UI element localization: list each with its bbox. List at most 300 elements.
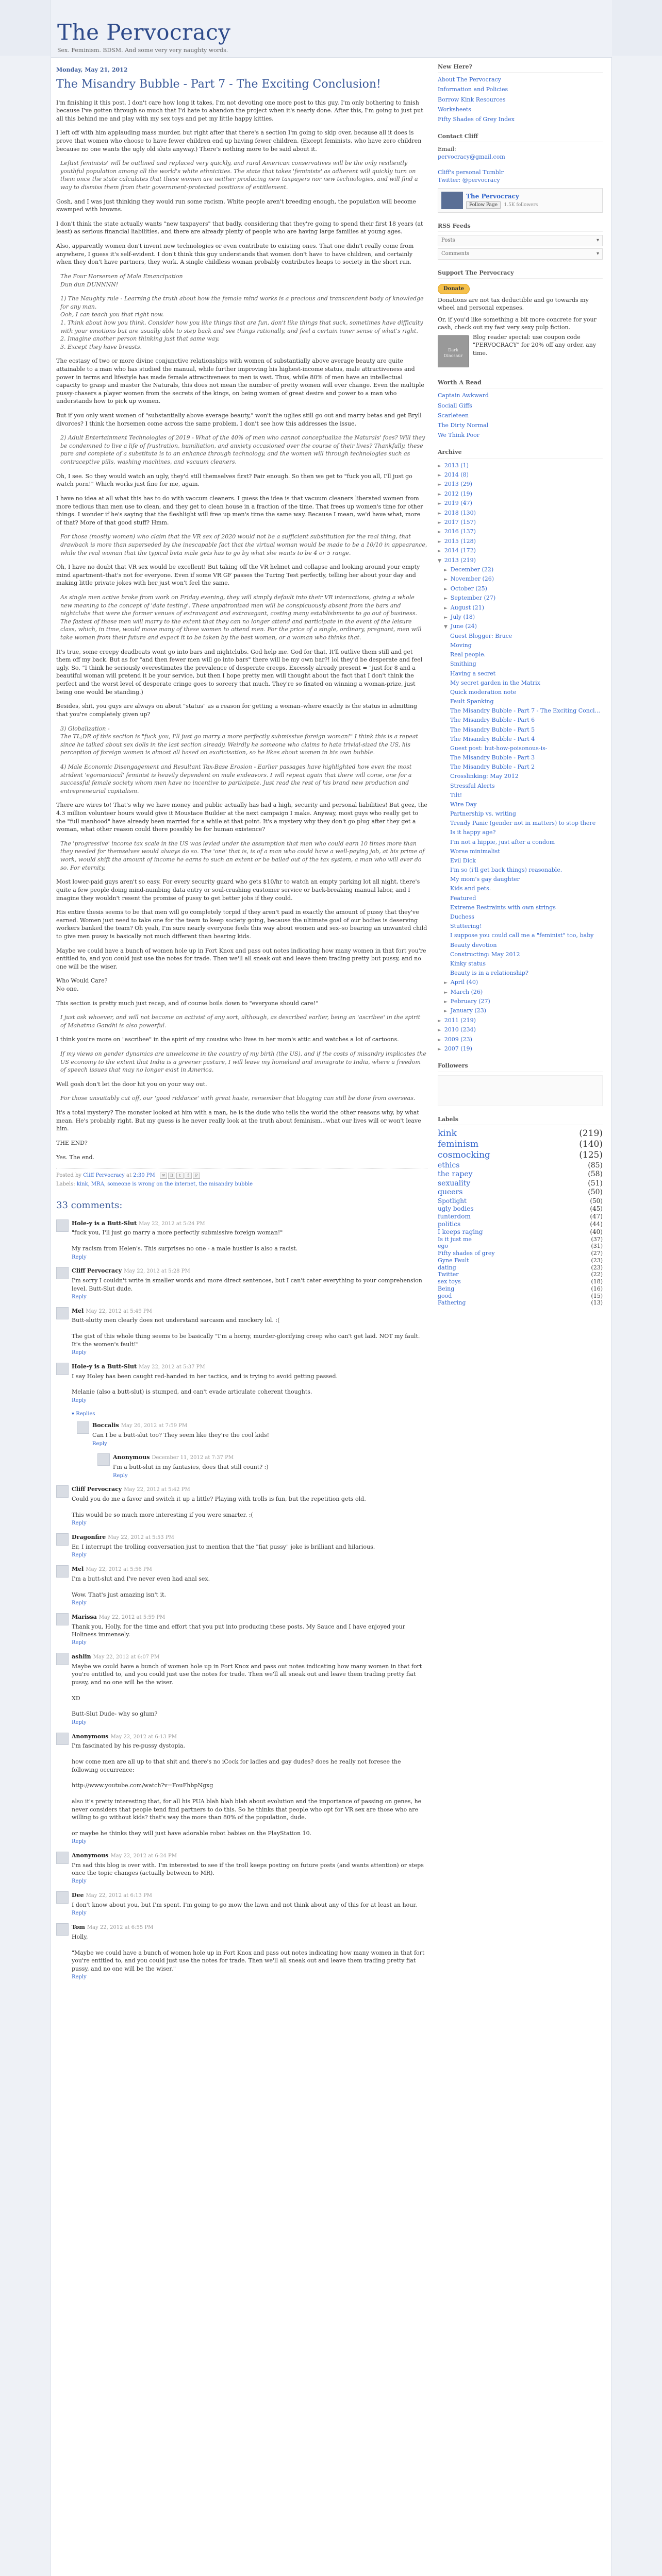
archive-item[interactable]	[438, 960, 603, 968]
archive-link[interactable]: Featured	[450, 894, 476, 902]
sidebar-contact	[438, 132, 603, 213]
comment-author[interactable]: Tom	[72, 1924, 85, 1931]
archive-item[interactable]	[438, 575, 603, 583]
archive-item[interactable]	[438, 594, 603, 602]
comment-reply-link[interactable]: Reply	[72, 1878, 87, 1885]
worth-a-read-item[interactable]	[438, 392, 603, 399]
label-item[interactable]	[438, 1128, 603, 1139]
label-link[interactable]: good	[438, 1292, 452, 1299]
archive-item[interactable]	[438, 604, 603, 612]
expand-toggle-icon[interactable]: ►	[444, 605, 449, 611]
archive-item[interactable]	[438, 660, 603, 668]
commenter-avatar[interactable]	[56, 1613, 69, 1625]
book-cover-image[interactable]	[438, 335, 469, 367]
archive-item[interactable]	[438, 894, 603, 902]
label-item[interactable]	[438, 1264, 603, 1272]
comment-author[interactable]: Marissa	[72, 1613, 97, 1620]
comment-author[interactable]: Cliff Pervocracy	[72, 1267, 122, 1275]
label-item[interactable]	[438, 1271, 603, 1278]
comment-reply-link[interactable]: Reply	[72, 1600, 87, 1606]
label-link[interactable]: politics	[438, 1220, 461, 1228]
comment-author[interactable]: Mel	[72, 1307, 84, 1314]
sidebar-page-item-link[interactable]: Worksheets	[438, 106, 471, 113]
rss-comments-row[interactable]	[438, 248, 603, 260]
worth-a-read-item[interactable]	[438, 402, 603, 410]
archive-link[interactable]: 2012 (19)	[444, 490, 472, 497]
archive-link[interactable]: The Misandry Bubble - Part 6	[450, 717, 535, 724]
archive-link[interactable]: Stuttering!	[450, 923, 482, 930]
expand-toggle-icon[interactable]: ►	[438, 1028, 443, 1033]
archive-link[interactable]: December (22)	[450, 566, 494, 573]
archive-link[interactable]: The Misandry Bubble - Part 5	[450, 726, 535, 733]
comment-date[interactable]: May 26, 2012 at 7:59 PM	[121, 1423, 188, 1429]
archive-link[interactable]: August (21)	[450, 604, 485, 611]
commenter-avatar[interactable]	[56, 1533, 69, 1546]
archive-link[interactable]: Stressful Alerts	[450, 782, 495, 789]
archive-link[interactable]: 2015 (128)	[444, 537, 476, 545]
archive-item[interactable]	[438, 566, 603, 573]
worth-a-read-item[interactable]	[438, 412, 603, 419]
comment-author[interactable]: Anonymous	[72, 1733, 109, 1740]
archive-link[interactable]: I suppose you could call me a "feminist" too, baby	[450, 932, 594, 939]
comment-reply-link[interactable]: Reply	[72, 1640, 87, 1646]
label-item[interactable]	[438, 1293, 603, 1300]
archive-link[interactable]: The Misandry Bubble - Part 2	[450, 764, 535, 771]
archive-link[interactable]: April (40)	[450, 979, 478, 986]
expand-toggle-icon[interactable]: ►	[438, 492, 443, 497]
label-link[interactable]: funterdom	[438, 1212, 471, 1220]
sidebar-page-item-link[interactable]: Fifty Shades of Grey Index	[438, 115, 515, 123]
archive-item[interactable]	[438, 613, 603, 621]
sidebar-page-item[interactable]	[438, 115, 603, 123]
comment-date[interactable]: May 22, 2012 at 6:24 PM	[110, 1853, 177, 1859]
archive-item[interactable]	[438, 997, 603, 1005]
replies-toggle[interactable]: ▾ Replies	[72, 1411, 95, 1417]
archive-link[interactable]: The Misandry Bubble - Part 3	[450, 754, 535, 761]
label-item[interactable]	[438, 1188, 603, 1197]
archive-link[interactable]: I'm not a hippie, just after a condom	[450, 838, 555, 845]
expand-toggle-icon[interactable]: ▼	[438, 558, 443, 564]
worth-a-read-item[interactable]	[438, 421, 603, 429]
archive-link[interactable]: My secret garden in the Matrix	[450, 679, 540, 686]
commenter-avatar[interactable]	[56, 1852, 69, 1864]
comment-date[interactable]: May 22, 2012 at 5:53 PM	[108, 1535, 174, 1541]
archive-link[interactable]: Partnership vs. writing	[450, 810, 516, 818]
follow-page-name[interactable]: The Pervocracy	[466, 192, 519, 200]
archive-link[interactable]: Having a secret	[450, 670, 496, 677]
comment-author[interactable]: Mel	[72, 1566, 84, 1573]
label-item[interactable]	[438, 1243, 603, 1250]
label-item[interactable]	[438, 1299, 603, 1307]
sidebar-page-item[interactable]	[438, 86, 603, 93]
label-link[interactable]: ugly bodies	[438, 1205, 474, 1212]
worth-a-read-item-link[interactable]: We Think Poor	[438, 432, 480, 439]
archive-link[interactable]: Quick moderation note	[450, 688, 517, 696]
archive-link[interactable]: February (27)	[450, 998, 490, 1005]
expand-toggle-icon[interactable]: ►	[438, 1047, 443, 1053]
comment-reply-link[interactable]: Reply	[72, 1520, 87, 1527]
archive-item[interactable]	[438, 810, 603, 818]
archive-item[interactable]	[438, 922, 603, 930]
post-author-link[interactable]: Cliff Pervocracy	[83, 1173, 125, 1179]
followers-widget[interactable]	[438, 1075, 603, 1106]
comment-date[interactable]: May 22, 2012 at 6:13 PM	[110, 1734, 177, 1740]
archive-link[interactable]: October (25)	[450, 585, 487, 592]
label-link[interactable]: Fifty shades of grey	[438, 1250, 495, 1257]
worth-a-read-item-link[interactable]: Sociall Giffs	[438, 402, 472, 409]
archive-link[interactable]: Trendy Panic (gender not in matters) to stop there	[450, 820, 596, 827]
commenter-avatar[interactable]	[56, 1733, 69, 1745]
archive-link[interactable]: January (23)	[450, 1007, 487, 1014]
comment-date[interactable]: December 11, 2012 at 7:37 PM	[152, 1455, 234, 1461]
archive-item[interactable]	[438, 763, 603, 771]
post-title[interactable]: The Misandry Bubble - Part 7 - The Exciting Conclusion!	[56, 78, 381, 91]
expand-toggle-icon[interactable]: ►	[444, 586, 449, 592]
archive-link[interactable]: 2007 (19)	[444, 1045, 472, 1053]
expand-toggle-icon[interactable]: ►	[444, 980, 449, 986]
comment-author[interactable]: Anonymous	[72, 1852, 109, 1859]
comment-author[interactable]: ashlin	[72, 1653, 91, 1660]
commenter-avatar[interactable]	[56, 1219, 69, 1232]
archive-link[interactable]: March (26)	[450, 988, 483, 995]
label-item[interactable]	[438, 1161, 603, 1171]
expand-toggle-icon[interactable]: ►	[444, 1009, 449, 1014]
expand-toggle-icon[interactable]: ►	[444, 596, 449, 602]
archive-item[interactable]	[438, 688, 603, 696]
commenter-avatar[interactable]	[56, 1307, 69, 1319]
archive-item[interactable]	[438, 744, 603, 752]
archive-item[interactable]	[438, 726, 603, 734]
archive-link[interactable]: Evil Dick	[450, 857, 476, 864]
commenter-avatar[interactable]	[56, 1485, 69, 1498]
label-link[interactable]: queers	[438, 1188, 463, 1197]
archive-item[interactable]	[438, 782, 603, 790]
label-item[interactable]	[438, 1213, 603, 1221]
archive-link[interactable]: Fault Spanking	[450, 698, 494, 705]
sidebar-page-item[interactable]	[438, 96, 603, 104]
archive-link[interactable]: Beauty is in a relationship?	[450, 970, 528, 977]
archive-item[interactable]	[438, 547, 603, 554]
expand-toggle-icon[interactable]: ►	[438, 1037, 443, 1043]
label-link[interactable]: Twitter	[438, 1271, 459, 1278]
contact-line[interactable]: pervocracy@gmail.com	[438, 154, 505, 161]
archive-link[interactable]: Duchess	[450, 913, 474, 920]
archive-item[interactable]	[438, 641, 603, 649]
archive-item[interactable]	[438, 838, 603, 846]
archive-link[interactable]: Extreme Restraints with own strings	[450, 904, 556, 911]
archive-link[interactable]: Real people.	[450, 651, 486, 658]
comment-date[interactable]: May 22, 2012 at 6:55 PM	[87, 1925, 154, 1931]
label-link[interactable]: Is it just me	[438, 1235, 472, 1243]
archive-item[interactable]	[438, 772, 603, 780]
donate-button[interactable]: Donate	[438, 284, 470, 294]
archive-item[interactable]	[438, 848, 603, 855]
archive-link[interactable]: Is it happy age?	[450, 829, 496, 836]
comment-author[interactable]: Hole-y is a Butt-Slut	[72, 1363, 137, 1370]
archive-link[interactable]: I'm so (i'll get back things) reasonable.	[450, 867, 562, 874]
archive-item[interactable]	[438, 698, 603, 705]
archive-item[interactable]	[438, 969, 603, 977]
archive-item[interactable]	[438, 679, 603, 687]
expand-toggle-icon[interactable]: ►	[444, 577, 449, 583]
label-item[interactable]	[438, 1197, 603, 1205]
archive-link[interactable]: 2009 (23)	[444, 1036, 472, 1043]
expand-toggle-icon[interactable]: ►	[438, 520, 443, 526]
label-link[interactable]: kink	[438, 1128, 457, 1139]
archive-item[interactable]	[438, 471, 603, 479]
label-item[interactable]	[438, 1278, 603, 1285]
expand-toggle-icon[interactable]: ►	[444, 615, 449, 621]
archive-item[interactable]	[438, 941, 603, 949]
blog-title[interactable]: The Pervocracy	[57, 20, 231, 45]
commenter-avatar[interactable]	[56, 1891, 69, 1904]
label-item[interactable]	[438, 1228, 603, 1236]
archive-item[interactable]	[438, 754, 603, 761]
archive-link[interactable]: July (18)	[450, 614, 475, 621]
sidebar-page-item-link[interactable]: Borrow Kink Resources	[438, 96, 506, 103]
contact-line[interactable]: Twitter: @pervocracy	[438, 176, 500, 183]
archive-item[interactable]	[438, 462, 603, 469]
archive-link[interactable]: 2017 (157)	[444, 518, 476, 526]
archive-link[interactable]: September (27)	[450, 595, 496, 602]
archive-link[interactable]: Moving	[450, 642, 472, 649]
archive-link[interactable]: 2019 (47)	[444, 500, 472, 507]
comment-date[interactable]: May 22, 2012 at 6:13 PM	[86, 1893, 153, 1899]
label-item[interactable]	[438, 1257, 603, 1264]
label-link[interactable]: feminism	[438, 1139, 479, 1150]
archive-link[interactable]: 2013 (219)	[444, 556, 476, 564]
archive-link[interactable]: Worse minimalist	[450, 848, 500, 855]
label-link[interactable]: sex toys	[438, 1278, 461, 1285]
commenter-avatar[interactable]	[56, 1267, 69, 1279]
comment-date[interactable]: May 22, 2012 at 5:24 PM	[139, 1221, 205, 1227]
comment-reply-link[interactable]: Reply	[92, 1440, 107, 1447]
archive-item[interactable]	[438, 1007, 603, 1014]
label-link[interactable]: dating	[438, 1264, 456, 1271]
sidebar-page-item-link[interactable]: Information and Policies	[438, 86, 508, 93]
label-link[interactable]: ego	[438, 1243, 449, 1250]
expand-toggle-icon[interactable]: ►	[444, 990, 449, 995]
contact-line[interactable]: Cliff's personal Tumblr	[438, 168, 504, 176]
archive-item[interactable]	[438, 490, 603, 498]
archive-link[interactable]: 2018 (130)	[444, 509, 476, 516]
label-item[interactable]	[438, 1139, 603, 1150]
label-link[interactable]: I keeps raging	[438, 1228, 483, 1235]
archive-item[interactable]	[438, 651, 603, 658]
archive-link[interactable]: Smithing	[450, 660, 476, 668]
commenter-avatar[interactable]	[56, 1653, 69, 1665]
label-item[interactable]	[438, 1250, 603, 1257]
archive-item[interactable]	[438, 735, 603, 743]
follow-page-button[interactable]: Follow Page	[466, 201, 501, 209]
archive-item[interactable]	[438, 978, 603, 986]
archive-item[interactable]	[438, 1045, 603, 1053]
archive-item[interactable]	[438, 556, 603, 564]
archive-item[interactable]	[438, 904, 603, 911]
archive-item[interactable]	[438, 480, 603, 488]
archive-item[interactable]	[438, 1026, 603, 1033]
commenter-avatar[interactable]	[56, 1363, 69, 1375]
archive-item[interactable]	[438, 670, 603, 677]
archive-item[interactable]	[438, 499, 603, 507]
archive-link[interactable]: 2010 (234)	[444, 1026, 476, 1033]
archive-link[interactable]: Kids and pets.	[450, 885, 491, 892]
comment-author[interactable]: Anonymous	[113, 1454, 150, 1461]
archive-item[interactable]	[438, 866, 603, 874]
label-link[interactable]: Fathering	[438, 1299, 466, 1307]
comment-date[interactable]: May 22, 2012 at 5:59 PM	[98, 1614, 166, 1620]
contact-line[interactable]	[438, 161, 603, 168]
comment-date[interactable]: May 22, 2012 at 5:56 PM	[86, 1567, 152, 1573]
archive-item[interactable]	[438, 951, 603, 958]
archive-item[interactable]	[438, 875, 603, 883]
expand-toggle-icon[interactable]: ►	[438, 501, 443, 507]
archive-link[interactable]: Wire Day	[450, 801, 477, 808]
archive-item[interactable]	[438, 857, 603, 865]
comment-date[interactable]: May 22, 2012 at 5:42 PM	[124, 1487, 190, 1493]
expand-toggle-icon[interactable]: ►	[438, 511, 443, 516]
archive-link[interactable]: 2014 (172)	[444, 547, 476, 554]
archive-link[interactable]: Guest post: but-how-poisonous-is-	[450, 744, 548, 752]
worth-a-read-item[interactable]	[438, 431, 603, 439]
facebook-share-icon[interactable]: f	[185, 1173, 192, 1179]
worth-a-read-item-link[interactable]: Scarleteen	[438, 412, 469, 419]
email-share-icon[interactable]: ✉	[160, 1173, 167, 1179]
comment-reply-link[interactable]: Reply	[72, 1719, 87, 1725]
archive-item[interactable]	[438, 801, 603, 808]
post-time-link[interactable]: 2:30 PM	[133, 1173, 155, 1179]
blog-share-icon[interactable]: B	[168, 1173, 175, 1179]
archive-link[interactable]: November (26)	[450, 575, 494, 583]
post-paragraph: Well gosh don't let the door hit you on your way out.	[56, 1080, 207, 1088]
worth-a-read-item-link[interactable]: The Dirty Normal	[438, 422, 489, 429]
archive-link[interactable]: 2011 (219)	[444, 1016, 476, 1024]
comment-author[interactable]: Boccalis	[92, 1422, 119, 1429]
label-link[interactable]: cosmocking	[438, 1150, 490, 1161]
archive-link[interactable]: The Misandry Bubble - Part 4	[450, 735, 535, 742]
comment-author[interactable]: Cliff Pervocracy	[72, 1486, 122, 1493]
archive-link[interactable]: June (24)	[450, 623, 477, 630]
comment-author[interactable]: Dragonfire	[72, 1534, 106, 1541]
archive-link[interactable]: Tilt!	[450, 791, 462, 799]
comment-reply-link[interactable]: Reply	[72, 1910, 87, 1917]
archive-link[interactable]: 2016 (137)	[444, 528, 476, 535]
commenter-avatar[interactable]	[77, 1421, 89, 1434]
archive-link[interactable]: Kinky status	[450, 960, 486, 967]
comment-reply-link[interactable]: Reply	[72, 1254, 87, 1260]
expand-toggle-icon[interactable]: ►	[438, 1018, 443, 1024]
archive-link[interactable]: 2013 (29)	[444, 481, 472, 488]
label-link[interactable]: ethics	[438, 1161, 460, 1170]
expand-toggle-icon[interactable]: ►	[438, 530, 443, 535]
rss-posts-row[interactable]	[438, 235, 603, 246]
comment-author[interactable]: Dee	[72, 1892, 84, 1899]
archive-item[interactable]	[438, 509, 603, 517]
pinterest-share-icon[interactable]: P	[193, 1173, 200, 1179]
archive-item[interactable]	[438, 828, 603, 836]
twitter-share-icon[interactable]: t	[176, 1173, 184, 1179]
expand-toggle-icon[interactable]: ►	[438, 539, 443, 545]
comment-reply-link[interactable]: Reply	[72, 1974, 87, 1980]
expand-toggle-icon[interactable]: ►	[444, 567, 449, 573]
archive-link[interactable]: 2014 (8)	[444, 471, 469, 478]
label-link[interactable]: Gyne Fault	[438, 1257, 469, 1264]
archive-link[interactable]: My mom's gay daughter	[450, 876, 520, 883]
expand-toggle-icon[interactable]: ►	[438, 549, 443, 554]
worth-a-read-item-link[interactable]: Captain Awkward	[438, 392, 489, 399]
commenter-avatar[interactable]	[56, 1565, 69, 1578]
archive-item[interactable]	[438, 1036, 603, 1043]
archive-item[interactable]	[438, 528, 603, 535]
expand-toggle-icon[interactable]: ▼	[444, 624, 449, 630]
label-item[interactable]	[438, 1150, 603, 1161]
commenter-avatar[interactable]	[97, 1453, 110, 1466]
sidebar-page-item-link[interactable]: About The Pervocracy	[438, 76, 501, 83]
archive-link[interactable]: The Misandry Bubble - Part 7 - The Exciting Concl...	[450, 707, 601, 715]
expand-toggle-icon[interactable]: ►	[438, 482, 443, 488]
archive-link[interactable]: Constructing: May 2012	[450, 951, 520, 958]
archive-link[interactable]: Guest Blogger: Bruce	[450, 632, 512, 639]
label-link[interactable]: Being	[438, 1285, 455, 1292]
post-labels-links[interactable]: kink, MRA, someone is wrong on the internet, the misandry bubble	[76, 1181, 253, 1187]
archive-link[interactable]: Beauty devotion	[450, 941, 497, 948]
archive-item[interactable]	[438, 622, 603, 630]
archive-item[interactable]	[438, 819, 603, 827]
label-link[interactable]: Spotlight	[438, 1197, 467, 1205]
archive-item[interactable]	[438, 913, 603, 921]
archive-item[interactable]	[438, 518, 603, 526]
archive-link[interactable]: 2013 (1)	[444, 462, 469, 469]
label-item[interactable]	[438, 1179, 603, 1189]
sidebar-page-item[interactable]	[438, 76, 603, 83]
comment-date[interactable]: May 22, 2012 at 5:37 PM	[139, 1364, 205, 1370]
archive-item[interactable]	[438, 988, 603, 996]
archive-item[interactable]	[438, 585, 603, 592]
label-item[interactable]	[438, 1170, 603, 1179]
comment-reply-link[interactable]: Reply	[72, 1350, 87, 1356]
expand-toggle-icon[interactable]: ►	[444, 999, 449, 1005]
comment-reply-link[interactable]: Reply	[72, 1294, 87, 1300]
comment-reply-link[interactable]: Reply	[72, 1397, 87, 1403]
comment-date[interactable]: May 22, 2012 at 6:07 PM	[93, 1654, 160, 1660]
archive-item[interactable]	[438, 716, 603, 724]
archive-item[interactable]	[438, 885, 603, 892]
label-item[interactable]	[438, 1285, 603, 1293]
comment-date[interactable]: May 22, 2012 at 5:49 PM	[86, 1308, 152, 1314]
label-item[interactable]	[438, 1236, 603, 1243]
archive-item[interactable]	[438, 1016, 603, 1024]
comment-reply-link[interactable]: Reply	[113, 1472, 128, 1479]
comment-date[interactable]: May 22, 2012 at 5:28 PM	[124, 1268, 190, 1275]
expand-toggle-icon[interactable]: ►	[438, 472, 443, 478]
archive-link[interactable]: Crosslinking: May 2012	[450, 773, 519, 780]
expand-toggle-icon[interactable]: ►	[438, 463, 443, 469]
sidebar-page-item[interactable]	[438, 106, 603, 113]
comment-reply-link[interactable]: Reply	[72, 1839, 87, 1845]
comment-reply-link[interactable]: Reply	[72, 1552, 87, 1558]
archive-item[interactable]	[438, 931, 603, 939]
archive-item[interactable]	[438, 791, 603, 799]
label-item[interactable]	[438, 1205, 603, 1213]
commenter-avatar[interactable]	[56, 1923, 69, 1936]
comment-author[interactable]: Hole-y is a Butt-Slut	[72, 1219, 137, 1227]
label-link[interactable]: sexuality	[438, 1179, 471, 1188]
archive-item[interactable]	[438, 537, 603, 545]
label-item[interactable]	[438, 1221, 603, 1228]
archive-item[interactable]	[438, 707, 603, 715]
archive-item[interactable]	[438, 632, 603, 640]
label-link[interactable]: the rapey	[438, 1170, 473, 1179]
